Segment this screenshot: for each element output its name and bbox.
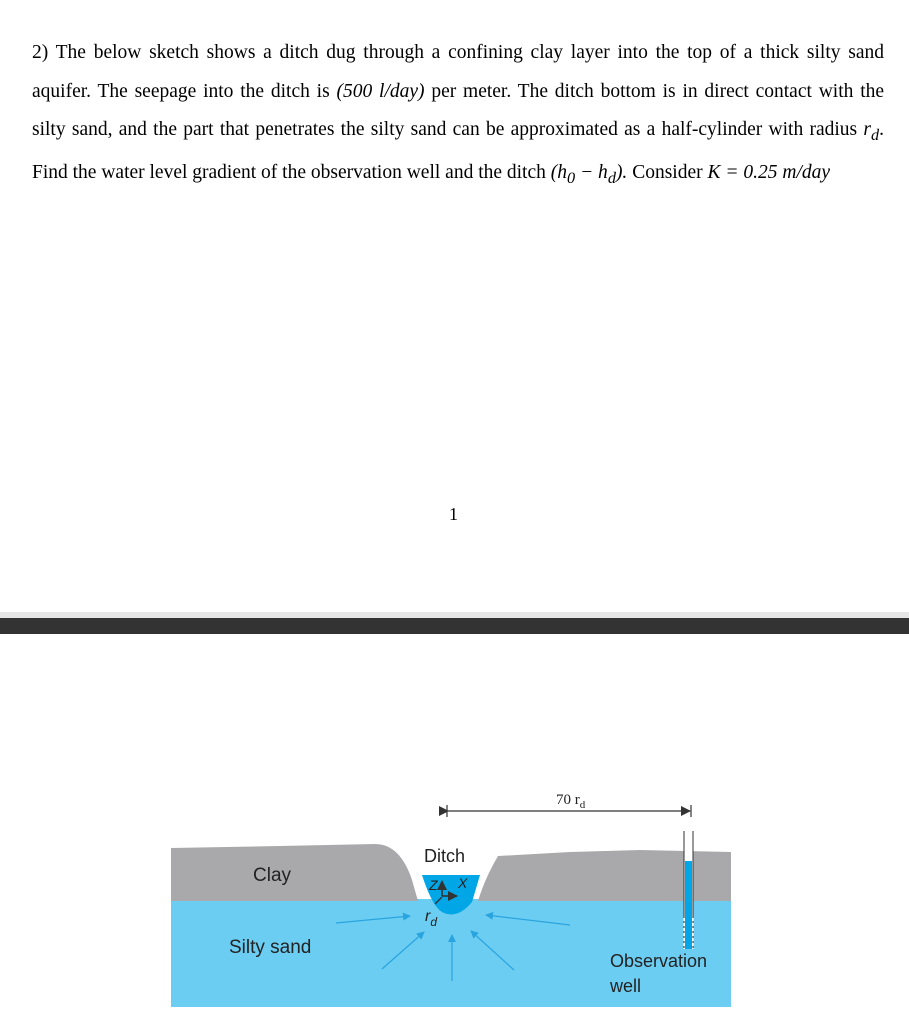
silty-sand-label: Silty sand <box>229 937 312 958</box>
problem-text-3: . Find the water level gradient of the observation well and the ditch <box>32 119 885 184</box>
problem-text-2: per meter. The ditch bottom is in direct contact with the silty sand, and the part that penetrates the silty sand can be approximated as a half-cylinder with radius <box>32 80 885 140</box>
gradient-minus: − h <box>575 162 608 184</box>
distance-label-subscript: d <box>579 799 586 811</box>
clay-layer-left <box>171 844 418 901</box>
radius-label-letter: r <box>425 908 431 925</box>
page-number: 1 <box>449 504 458 524</box>
axis-x-label: X <box>458 875 468 891</box>
page-divider <box>0 618 909 634</box>
seepage-value: (500 l/day) <box>336 80 425 102</box>
radius-symbol-subscript: d <box>871 125 880 144</box>
observation-label-line1: Observation <box>610 951 708 971</box>
gradient-close: ). <box>615 162 628 184</box>
distance-label <box>556 792 586 811</box>
problem-text-1: The below sketch shows a ditch dug through a confining clay layer into the top of a thick silty sand aquifer. The seepage into the ditch is <box>32 42 884 102</box>
gradient-sub-o: 0 <box>567 169 576 188</box>
problem-number: 2) <box>32 42 49 63</box>
problem-statement <box>32 34 884 198</box>
k-expression: K = 0.25 m/day <box>707 162 831 184</box>
radius-label-subscript: d <box>430 915 438 929</box>
gradient-h: (h <box>550 162 568 184</box>
radius-symbol <box>863 119 880 144</box>
axis-z-label: Z <box>429 877 438 893</box>
ditch-figure <box>160 760 740 1015</box>
ditch-label: Ditch <box>424 846 466 866</box>
problem-text-4: Consider <box>632 162 703 184</box>
distance-label-text: 70 r <box>556 792 580 808</box>
gradient-expression <box>550 162 628 188</box>
gradient-sub-d: d <box>607 169 616 188</box>
observation-label-line2: well <box>610 976 642 996</box>
observation-well-water <box>685 861 692 949</box>
radius-symbol-letter: r <box>863 119 872 140</box>
clay-label: Clay <box>253 865 292 886</box>
